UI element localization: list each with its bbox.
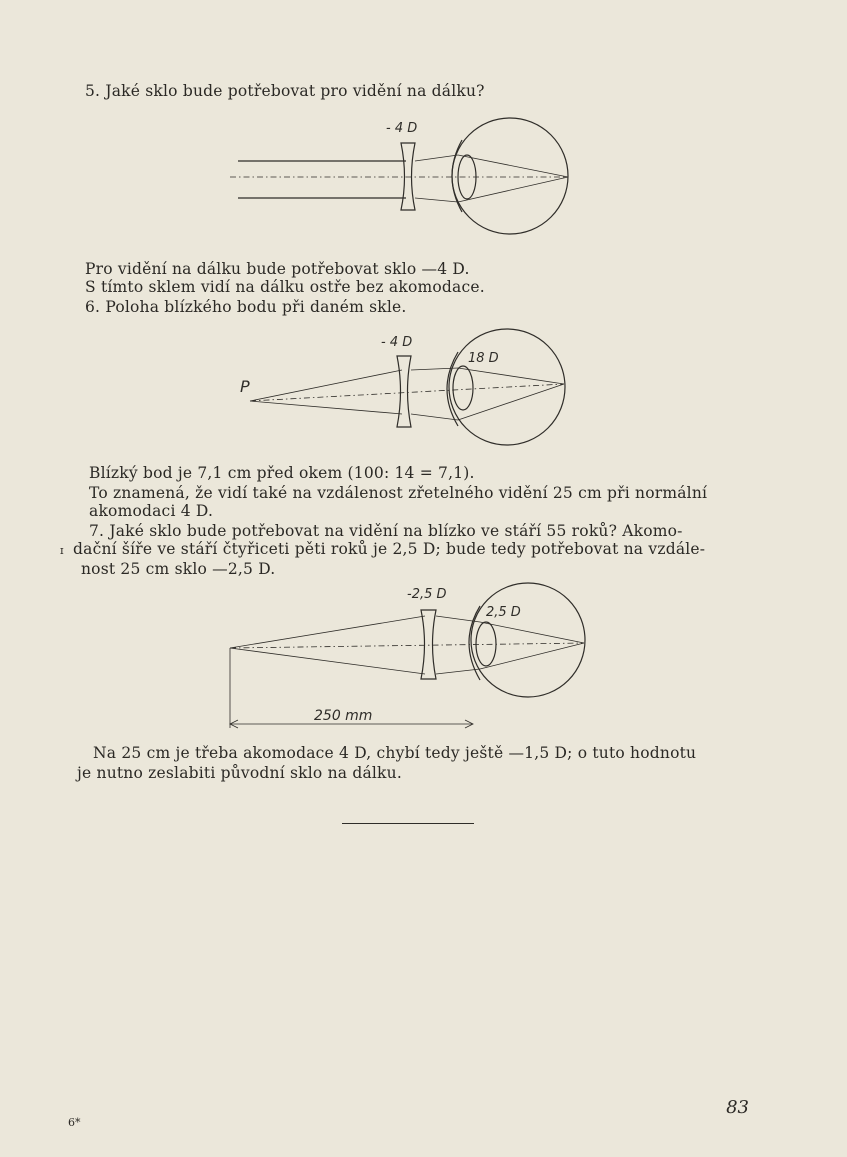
- optical-axis: [230, 643, 584, 648]
- diverging-lens: [397, 356, 411, 427]
- margin-mark: ɪ: [60, 544, 64, 557]
- ray-top-to-retina: [458, 368, 564, 384]
- figure2-lens-label: - 4 D: [381, 335, 413, 350]
- diverging-lens: [421, 610, 436, 679]
- answer-7-line-2: je nutno zeslabiti původní sklo na dálku.: [77, 764, 402, 782]
- ray-top-diverging: [415, 155, 458, 161]
- ray-bottom: [250, 401, 402, 414]
- question-6: 6. Poloha blízkého bodu při daném skle.: [85, 298, 407, 316]
- ray-top: [230, 616, 425, 648]
- answer-6-line-1: Blízký bod je 7,1 cm před okem (100: 14 = 7,1).: [89, 464, 475, 482]
- figure1-lens-label: - 4 D: [386, 121, 418, 136]
- answer-5-line-2: S tímto sklem vidí na dálku ostře bez akomodace.: [85, 278, 485, 296]
- near-point-label: P: [240, 377, 250, 396]
- answer-6-line-3: akomodaci 4 D.: [89, 502, 214, 520]
- question-5: 5. Jaké sklo bude potřebovat pro vidění na dálku?: [85, 82, 485, 100]
- answer-5-line-1: Pro vidění na dálku bude potřebovat sklo —4 D.: [85, 260, 470, 278]
- ray-top: [250, 370, 402, 401]
- question-7-line-3: nost 25 cm sklo —2,5 D.: [81, 560, 276, 578]
- distance-label: 250 mm: [314, 708, 373, 724]
- section-end-rule: [342, 823, 474, 824]
- eye-lens: [476, 622, 496, 666]
- page-number: 83: [726, 1097, 749, 1118]
- ray-bottom-after-lens: [411, 414, 458, 420]
- ray-bottom-diverging: [415, 198, 458, 202]
- figure3-eye-label: 2,5 D: [486, 605, 521, 620]
- ray-bottom-after-lens: [436, 669, 480, 674]
- answer-7-line-1: Na 25 cm je třeba akomodace 4 D, chybí tedy ještě —1,5 D; o tuto hodnotu: [93, 744, 697, 762]
- answer-6-line-2: To znamená, že vidí také na vzdálenost zřetelného vidění 25 cm při normální: [89, 484, 708, 502]
- ray-bottom-to-retina: [458, 384, 564, 420]
- ray-bottom: [230, 648, 425, 674]
- figure2-eye-label: 18 D: [468, 351, 499, 366]
- figure-distance-vision: [230, 112, 580, 240]
- signature-mark: 6*: [68, 1116, 81, 1129]
- question-7-line-2: dační šíře ve stáří čtyřiceti pěti roků je 2,5 D; bude tedy potřebovat na vzdále-: [73, 540, 706, 558]
- figure3-lens-label: -2,5 D: [407, 587, 447, 602]
- eye-ball: [452, 118, 568, 234]
- figure-near-point: [236, 326, 576, 454]
- diverging-lens: [401, 143, 415, 210]
- question-7-line-1: 7. Jaké sklo bude potřebovat na vidění na blízko ve stáří 55 roků? Akomo-: [89, 522, 683, 540]
- eye-lens: [453, 366, 473, 410]
- figure-reading-glasses: [222, 582, 592, 734]
